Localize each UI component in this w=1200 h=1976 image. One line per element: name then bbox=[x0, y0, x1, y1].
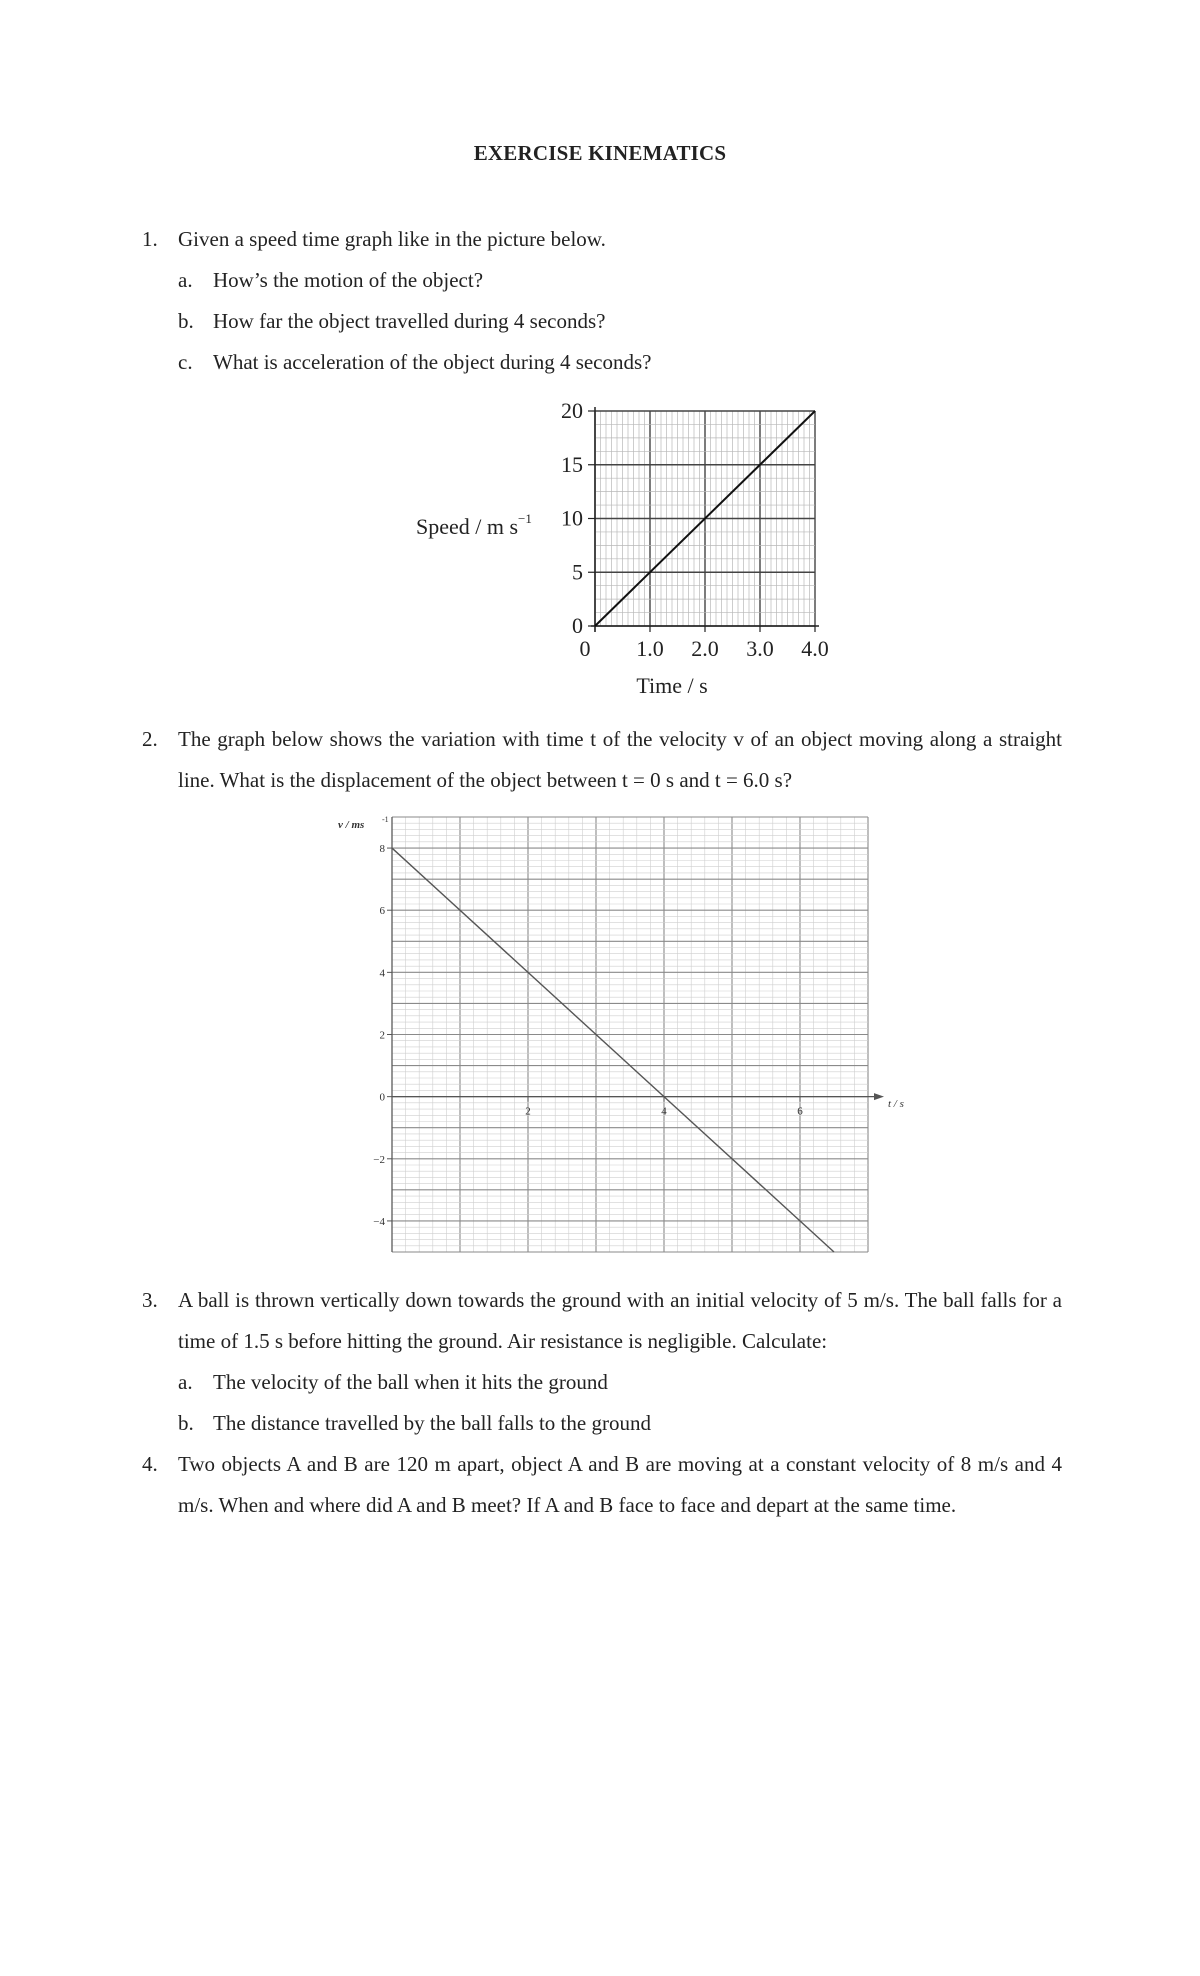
y-tick-label: 15 bbox=[561, 451, 583, 477]
sub-letter: b. bbox=[178, 309, 194, 333]
x-tick-label: 6 bbox=[797, 1105, 803, 1118]
question-1a bbox=[178, 260, 483, 301]
page-title: EXERCISE KINEMATICS bbox=[473, 141, 727, 165]
question-3-number: 3. bbox=[142, 1288, 158, 1312]
sub-letter: c. bbox=[178, 350, 193, 374]
y-tick-label: 20 bbox=[561, 398, 583, 423]
question-3a bbox=[178, 1362, 608, 1403]
question-1c bbox=[178, 342, 652, 383]
y-axis-label-superscript: −1 bbox=[518, 511, 532, 526]
y-axis-label: Speed / m s bbox=[416, 514, 519, 539]
x-tick-label: 0 bbox=[579, 636, 591, 661]
sub-text: How far the object travelled during 4 seconds? bbox=[213, 309, 606, 333]
velocity-line bbox=[392, 848, 834, 1252]
question-3 bbox=[142, 1280, 1062, 1362]
y-tick-label: 5 bbox=[572, 559, 583, 585]
y-tick-label: 8 bbox=[379, 843, 385, 856]
x-axis-label: t / s bbox=[888, 1098, 904, 1110]
question-3b bbox=[178, 1403, 651, 1444]
y-tick-label: −4 bbox=[373, 1215, 385, 1228]
x-tick-label: 2.0 bbox=[691, 636, 719, 661]
y-tick-label: 0 bbox=[572, 613, 583, 638]
y-tick-label: 2 bbox=[379, 1029, 385, 1042]
y-tick-label: 10 bbox=[561, 505, 583, 531]
question-4-number: 4. bbox=[142, 1452, 158, 1476]
question-2-text: The graph below shows the variation with time t of the velocity v of an object moving along a straight line. What is the displacement of the object between t = 0 s and t = 6.0 s? bbox=[178, 727, 1062, 792]
speed-time-graph bbox=[400, 395, 860, 710]
y-axis-label-superscript: -1 bbox=[382, 815, 389, 824]
x-tick-label: 3.0 bbox=[746, 636, 774, 661]
sub-text: The distance travelled by the ball falls to the ground bbox=[213, 1411, 651, 1435]
x-tick-label: 4.0 bbox=[801, 636, 829, 661]
question-4-text: Two objects A and B are 120 m apart, object A and B are moving at a constant velocity of 8 m/s and 4 m/s. When and where did A and B meet? If A and B face to face and depart at the same time. bbox=[178, 1452, 1062, 1517]
question-1-number: 1. bbox=[142, 227, 158, 251]
y-axis-label: v / ms bbox=[338, 819, 365, 831]
y-tick-label: −2 bbox=[373, 1153, 385, 1166]
question-1-text: Given a speed time graph like in the picture below. bbox=[178, 227, 606, 251]
x-axis-label: Time / s bbox=[636, 673, 708, 698]
question-2 bbox=[142, 719, 1062, 801]
x-tick-label: 2 bbox=[525, 1105, 531, 1118]
question-4 bbox=[142, 1444, 1062, 1526]
sub-text: How’s the motion of the object? bbox=[213, 268, 484, 292]
sub-letter: a. bbox=[178, 268, 193, 292]
x-axis-arrow bbox=[874, 1093, 884, 1100]
sub-letter: a. bbox=[178, 1370, 193, 1394]
question-2-number: 2. bbox=[142, 727, 158, 751]
question-1 bbox=[142, 219, 1062, 260]
sub-text: What is acceleration of the object during 4 seconds? bbox=[213, 350, 652, 374]
x-tick-label: 4 bbox=[661, 1105, 667, 1118]
y-tick-label: 0 bbox=[379, 1091, 385, 1104]
sub-letter: b. bbox=[178, 1411, 194, 1435]
x-tick-label: 1.0 bbox=[636, 636, 664, 661]
y-tick-label: 6 bbox=[379, 905, 385, 918]
sub-text: The velocity of the ball when it hits the ground bbox=[213, 1370, 608, 1394]
question-1b bbox=[178, 301, 605, 342]
velocity-time-graph bbox=[330, 810, 930, 1260]
question-3-text: A ball is thrown vertically down towards the ground with an initial velocity of 5 m/s. The ball falls for a time of 1.5 s before hitting the ground. Air resistance is negligible. Calculate: bbox=[178, 1288, 1062, 1353]
y-tick-label: 4 bbox=[379, 967, 385, 980]
